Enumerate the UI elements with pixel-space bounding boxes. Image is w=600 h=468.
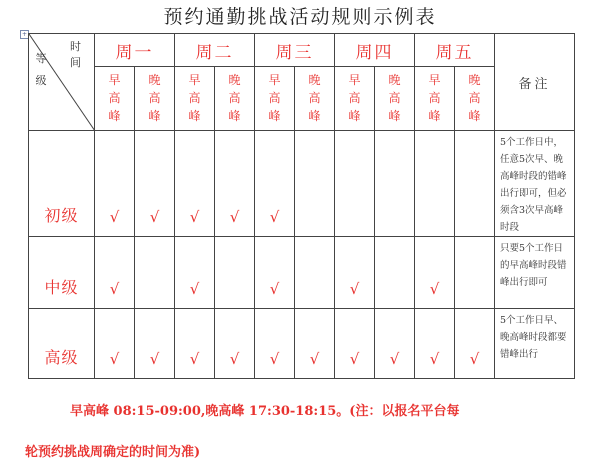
checkmark-icon: √ [149, 350, 160, 368]
check-cell [255, 309, 295, 379]
checkmark-icon: √ [109, 280, 120, 298]
check-cell [335, 131, 375, 237]
checkmark-icon: √ [109, 350, 120, 368]
check-cell [415, 309, 455, 379]
sub-header-evening: 晚 高 峰 [295, 67, 335, 131]
check-cell [175, 131, 215, 237]
check-cell [415, 131, 455, 237]
check-cell [175, 309, 215, 379]
checkmark-icon: √ [269, 208, 280, 226]
corner-time-label: 时间 [70, 40, 87, 69]
rules-table [28, 33, 575, 379]
check-cell [95, 237, 135, 309]
checkmark-icon: √ [349, 280, 360, 298]
check-cell [255, 237, 295, 309]
note-cell: 5个工作日中，任意5次早、晚高峰时段的错峰出行即可，但必须含3次早高峰时段 [495, 131, 575, 237]
check-cell [95, 131, 135, 237]
checkmark-icon: √ [469, 350, 480, 368]
day-header-tue: 周二 [175, 34, 255, 67]
checkmark-icon: √ [229, 350, 240, 368]
check-cell [295, 131, 335, 237]
sub-header-morning: 早 高 峰 [255, 67, 295, 131]
checkmark-icon: √ [149, 208, 160, 226]
checkmark-icon: √ [189, 350, 200, 368]
check-cell [215, 131, 255, 237]
sub-header-evening: 晚 高 峰 [455, 67, 495, 131]
check-cell [215, 237, 255, 309]
sub-header-morning: 早 高 峰 [335, 67, 375, 131]
footer-note-line-2: 轮预约挑战周确定的时间为准) [25, 445, 201, 460]
sub-header-evening: 晚 高 峰 [135, 67, 175, 131]
level-label: 中级 [29, 237, 95, 309]
check-cell [95, 309, 135, 379]
check-cell [135, 237, 175, 309]
check-cell [375, 237, 415, 309]
note-cell: 只要5个工作日的早高峰时段错峰出行即可 [495, 237, 575, 309]
day-header-wed: 周三 [255, 34, 335, 67]
checkmark-icon: √ [189, 208, 200, 226]
table-row-advanced [29, 309, 575, 379]
checkmark-icon: √ [429, 350, 440, 368]
checkmark-icon: √ [429, 280, 440, 298]
sub-header-morning: 早 高 峰 [95, 67, 135, 131]
note-cell: 5个工作日早、晚高峰时段都要错峰出行 [495, 309, 575, 379]
check-cell [295, 237, 335, 309]
check-cell [455, 309, 495, 379]
table-row-basic [29, 131, 575, 237]
corner-level-label: 等级 [35, 52, 47, 87]
day-header-mon: 周一 [95, 34, 175, 67]
table-anchor-icon[interactable]: + [21, 31, 28, 38]
check-cell [215, 309, 255, 379]
check-cell [375, 131, 415, 237]
check-cell [175, 237, 215, 309]
check-cell [415, 237, 455, 309]
sub-header-morning: 早 高 峰 [175, 67, 215, 131]
checkmark-icon: √ [109, 208, 120, 226]
checkmark-icon: √ [189, 280, 200, 298]
check-cell [455, 131, 495, 237]
check-cell [295, 309, 335, 379]
check-cell [255, 131, 295, 237]
checkmark-icon: √ [309, 350, 320, 368]
corner-header-cell [29, 34, 95, 131]
checkmark-icon: √ [269, 350, 280, 368]
note-header: 备注 [495, 34, 575, 131]
table-row-intermediate [29, 237, 575, 309]
checkmark-icon: √ [269, 280, 280, 298]
check-cell [455, 237, 495, 309]
check-cell [335, 309, 375, 379]
check-cell [135, 131, 175, 237]
day-header-fri: 周五 [415, 34, 495, 67]
check-cell [135, 309, 175, 379]
level-label: 高级 [29, 309, 95, 379]
sub-header-evening: 晚 高 峰 [215, 67, 255, 131]
checkmark-icon: √ [389, 350, 400, 368]
sub-header-evening: 晚 高 峰 [375, 67, 415, 131]
check-cell [335, 237, 375, 309]
level-label: 初级 [29, 131, 95, 237]
checkmark-icon: √ [229, 208, 240, 226]
page-title: 预约通勤挑战活动规则示例表 [163, 6, 437, 28]
sub-header-morning: 早 高 峰 [415, 67, 455, 131]
footer-note-line-1: 早高峰 08:15-09:00,晚高峰 17:30-18:15。(注：以报名平台每 [70, 404, 460, 419]
checkmark-icon: √ [349, 350, 360, 368]
check-cell [375, 309, 415, 379]
day-header-thu: 周四 [335, 34, 415, 67]
